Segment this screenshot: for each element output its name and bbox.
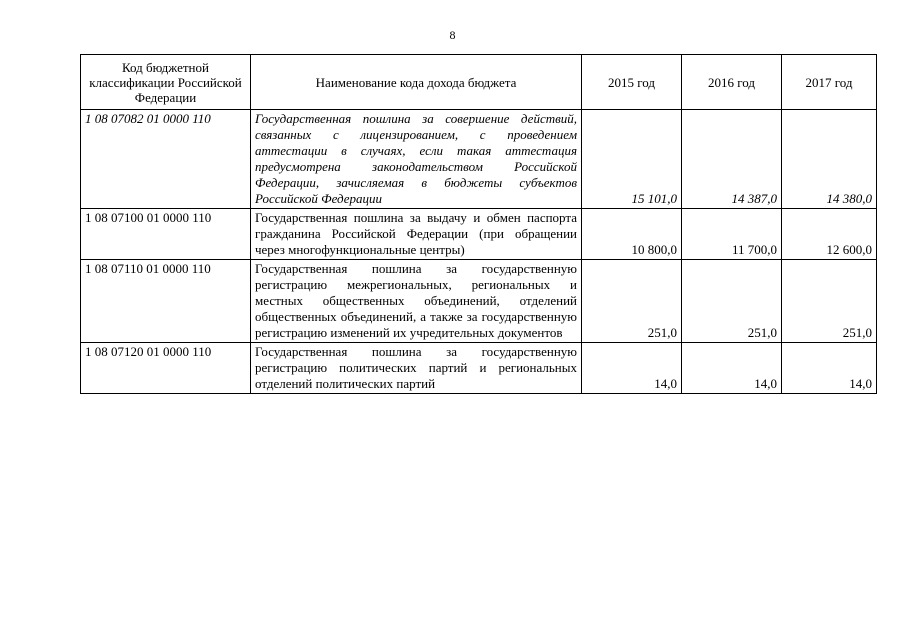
row-name: Государственная пошлина за государственную регистрацию политических партий и региональных отделений политических партий bbox=[251, 343, 582, 394]
row-code: 1 08 07100 01 0000 110 bbox=[81, 209, 251, 260]
row-code: 1 08 07110 01 0000 110 bbox=[81, 260, 251, 343]
header-name: Наименование кода дохода бюджета bbox=[251, 55, 582, 110]
row-value-2015: 10 800,0 bbox=[582, 209, 682, 260]
row-name: Государственная пошлина за выдачу и обмен паспорта гражданина Российской Федерации (при обращении через многофункциональные центры) bbox=[251, 209, 582, 260]
row-name: Государственная пошлина за совершение действий, связанных с лицензированием, с проведением аттестации в случаях, если такая аттестация предусмотрена законодательством Российской Федерации, зачисляемая в бюджеты субъектов Российской Федерации bbox=[251, 110, 582, 209]
table-row bbox=[81, 110, 877, 209]
table-header-row bbox=[81, 55, 877, 110]
row-value-2016: 14,0 bbox=[682, 343, 782, 394]
row-value-2015: 14,0 bbox=[582, 343, 682, 394]
row-code: 1 08 07082 01 0000 110 bbox=[81, 110, 251, 209]
table-row bbox=[81, 209, 877, 260]
table-row bbox=[81, 260, 877, 343]
row-value-2015: 15 101,0 bbox=[582, 110, 682, 209]
row-value-2017: 14,0 bbox=[782, 343, 877, 394]
header-code: Код бюджетной классификации Российской Федерации bbox=[81, 55, 251, 110]
header-2015: 2015 год bbox=[582, 55, 682, 110]
row-value-2016: 14 387,0 bbox=[682, 110, 782, 209]
row-value-2017: 14 380,0 bbox=[782, 110, 877, 209]
revenue-table bbox=[80, 54, 877, 394]
header-2016: 2016 год bbox=[682, 55, 782, 110]
header-2017: 2017 год bbox=[782, 55, 877, 110]
row-value-2017: 12 600,0 bbox=[782, 209, 877, 260]
row-code: 1 08 07120 01 0000 110 bbox=[81, 343, 251, 394]
row-value-2016: 11 700,0 bbox=[682, 209, 782, 260]
page-number: 8 bbox=[449, 28, 456, 42]
row-value-2017: 251,0 bbox=[782, 260, 877, 343]
table-row bbox=[81, 343, 877, 394]
row-name: Государственная пошлина за государственную регистрацию межрегиональных, региональных и местных общественных объединений, отделений общественных объединений, а также за государственную регистрацию изменений их учредительных документов bbox=[251, 260, 582, 343]
row-value-2016: 251,0 bbox=[682, 260, 782, 343]
row-value-2015: 251,0 bbox=[582, 260, 682, 343]
